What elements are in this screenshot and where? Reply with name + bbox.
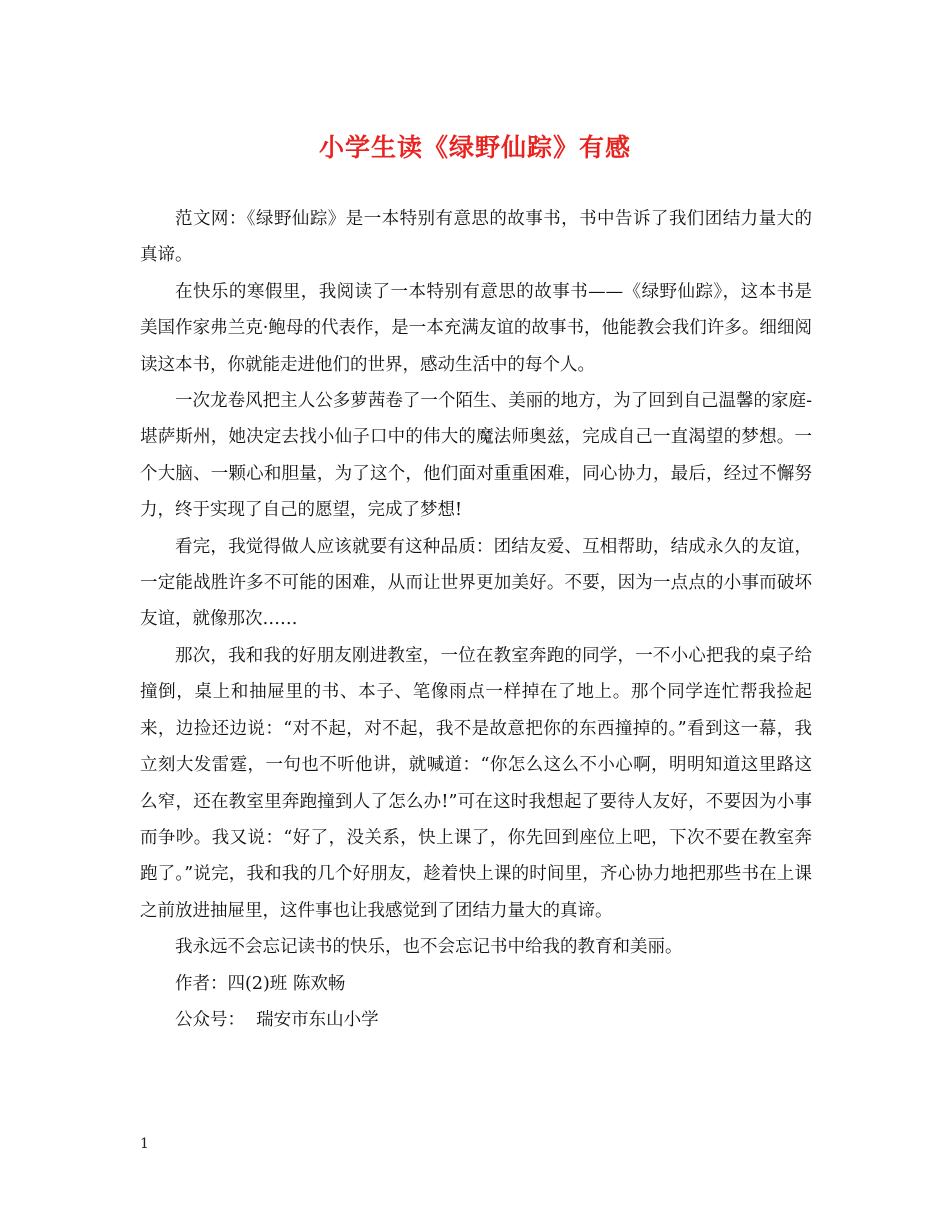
paragraph-conclusion: 我永远不会忘记读书的快乐，也不会忘记书中给我的教育和美丽。	[175, 937, 683, 958]
paragraph-reflection: 看完，我觉得做人应该就要有这种品质：团结友爱、互相帮助，结成永久的友谊，一定能战胜许多不可能的困难，从而让世界更加美好。不要，因为一点点的小事而破坏友谊，就像那次……	[140, 536, 812, 630]
document-title: 小学生读《绿野仙踪》有感	[318, 133, 631, 162]
account-line: 公众号： 瑞安市东山小学	[175, 1009, 379, 1030]
page-number: 1	[140, 1136, 149, 1152]
document-body	[140, 201, 812, 1038]
author-line: 作者：四(2)班 陈欢畅	[175, 973, 346, 994]
paragraph-intro: 范文网：《绿野仙踪》是一本特别有意思的故事书，书中告诉了我们团结力量大的真谛。	[140, 209, 812, 266]
paragraph-story: 一次龙卷风把主人公多萝茜卷了一个陌生、美丽的地方，为了回到自己温馨的家庭-堪萨斯州，她决定去找小仙子口中的伟大的魔法师奥兹，完成自己一直渴望的梦想。一个大脑、一颗心和胆量，为了这个，他们面对重重困难，同心协力，最后，经过不懈努力，终于实现了自己的愿望，完成了梦想!	[140, 391, 812, 521]
paragraph-anecdote: 那次，我和我的好朋友刚进教室，一位在教室奔跑的同学，一不小心把我的桌子给撞倒，桌上和抽屉里的书、本子、笔像雨点一样掉在了地上。那个同学连忙帮我捡起来，边捡还边说：“对不起，对不起，我不是故意把你的东西撞掉的。”看到这一幕，我立刻大发雷霆，一句也不听他讲，就喊道：“你怎么这么不小心啊，明明知道这里路这么窄，还在教室里奔跑撞到人了怎么办!”可在这时我想起了要待人友好，不要因为小事而争吵。我又说：“好了，没关系，快上课了，你先回到座位上吧，下次不要在教室奔跑了。”说完，我和我的几个好朋友，趁着快上课的时间里，齐心协力地把那些书在上课之前放进抽屉里，这件事也让我感觉到了团结力量大的真谛。	[140, 645, 812, 921]
paragraph-reading: 在快乐的寒假里，我阅读了一本特别有意思的故事书——《绿野仙踪》，这本书是美国作家弗兰克·鲍母的代表作，是一本充满友谊的故事书，他能教会我们许多。细细阅读这本书，你就能走进他们的世界，感动生活中的每个人。	[140, 281, 812, 375]
